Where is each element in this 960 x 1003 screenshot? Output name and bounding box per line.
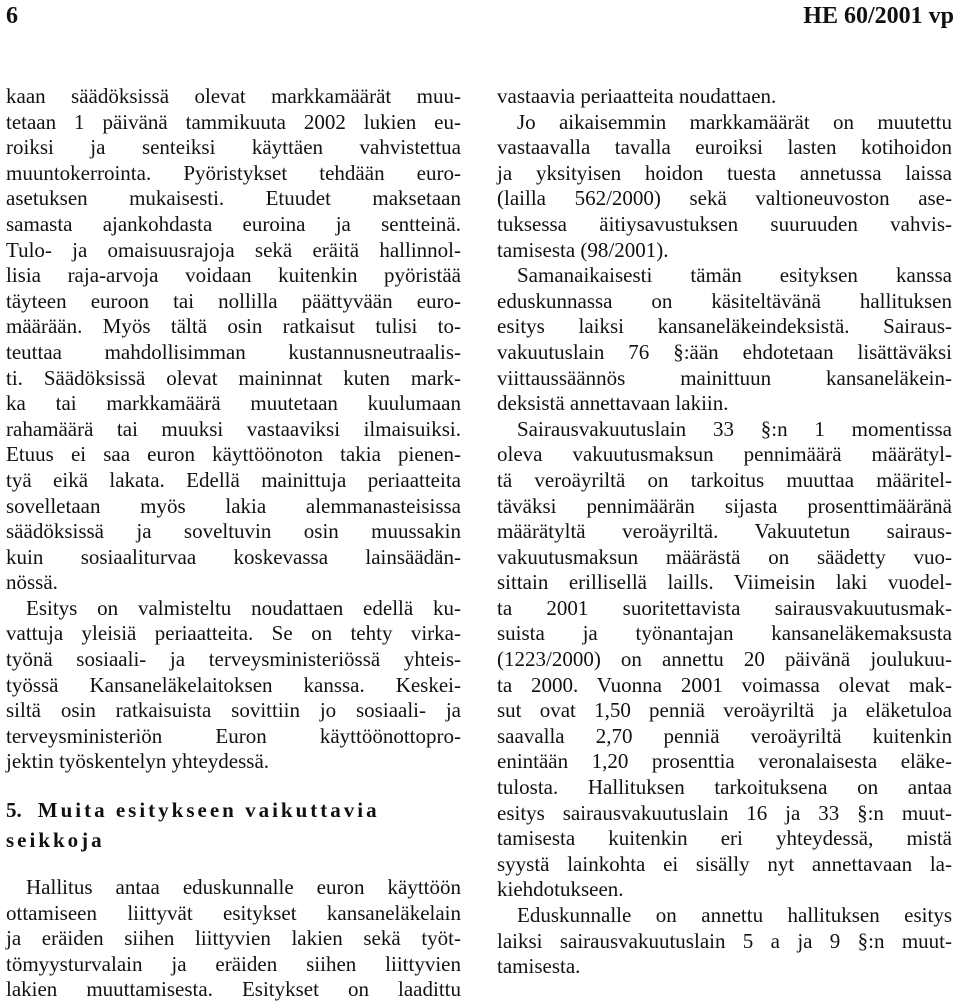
text-line: Esitys on valmisteltu noudattaen edellä ku- [26, 595, 461, 620]
section-heading [6, 795, 461, 855]
text-line: lisia raja-arvoja voidaan kuitenkin pyöristää [6, 263, 461, 288]
text-line: ti. Säädöksissä olevat maininnat kuten mark- [6, 365, 461, 390]
text-line: oleva vakuutusmaksun pennimäärä määrätyl- [497, 442, 952, 467]
text-line: sittain erillisellä laills. Viimeisin laki vuodel- [497, 570, 952, 595]
text-line: lakien muuttamisesta. Esitykset on laadittu [6, 977, 461, 1002]
text-line: täyteen euroon tai nollilla päättyvään euro- [6, 288, 461, 313]
paragraph [6, 596, 461, 775]
text-line: vastaavia periaatteita noudattaen. [497, 84, 777, 108]
section-title-continued: seikkoja [6, 828, 105, 853]
text-line: sut ovat 1,50 penniä veroäyriltä ja eläketuloa [497, 698, 952, 723]
text-line: suista ja työnantajan kansaneläkemaksusta [497, 621, 952, 646]
text-line: deksistä annettavaan lakiin. [497, 391, 729, 416]
text-line: tuksessa äitiysavustuksen suuruuden vahvis- [497, 211, 952, 236]
text-line: samasta ajankohdasta euroina ja sentteinä. [6, 211, 461, 236]
text-line: tyä eikä lakata. Edellä mainittuja periaatteita [6, 467, 461, 492]
text-line: Hallitus antaa eduskunnalle euron käyttöön [26, 875, 461, 900]
text-line: nössä. [6, 570, 58, 595]
text-line: saavalla 2,70 penniä veroäyriltä kuitenkin [497, 723, 952, 748]
section-title: Muita esitykseen vaikuttavia [37, 798, 380, 823]
page-header [0, 0, 960, 40]
text-line: (lailla 562/2000) sekä valtioneuvoston ase- [497, 186, 952, 211]
text-line: ta 2001 suoritettavista sairausvakuutusmak- [497, 595, 952, 620]
text-line: terveysministeriön Euron käyttöönottopro- [6, 723, 461, 748]
paragraph [6, 84, 461, 596]
text-line: työssä Kansaneläkelaitoksen kanssa. Keskei- [6, 672, 461, 697]
text-line: Samanaikaisesti tämän esityksen kanssa [517, 263, 952, 288]
text-line: roiksi ja senteiksi käyttäen vahvistettua [6, 135, 461, 160]
text-line: viittaussäännös mainittuun kansaneläkein- [497, 365, 952, 390]
text-line: tamisesta kuitenkin eri yhteydessä, mistä [497, 826, 952, 851]
paragraph [497, 84, 952, 110]
paragraph [497, 417, 952, 903]
text-line: eduskunnassa on käsiteltävänä hallituksen [497, 288, 952, 313]
text-line: Eduskunnalle on annettu hallituksen esitys [517, 903, 952, 927]
text-line: ta 2000. Vuonna 2001 voimassa olevat mak- [497, 672, 952, 697]
page-number: 6 [6, 3, 18, 29]
document-id: HE 60/2001 vp [803, 3, 954, 29]
text-line: tulosta. Hallituksen tarkoituksena on antaa [497, 775, 952, 800]
text-line: Etuus ei saa euron käyttöönoton takia pienen- [6, 442, 461, 467]
text-line: ja eräiden siihen liittyvien lakien sekä työt- [6, 926, 461, 951]
text-line: vattuja yleisiä periaatteita. Se on tehty virka- [6, 621, 461, 646]
section-heading-line [6, 795, 461, 825]
text-line: enintään 1,20 prosenttia veronalaisesta eläke- [497, 749, 952, 774]
text-line: Sairausvakuutuslain 33 §:n 1 momentissa [517, 416, 952, 441]
text-line: vastaavalla tavalla euroiksi lasten kotihoidon [497, 135, 952, 160]
text-line: tetaan 1 päivänä tammikuuta 2002 lukien eu- [6, 109, 461, 134]
paragraph [6, 875, 461, 1003]
text-line: esitys sairausvakuutuslain 16 ja 33 §:n muut- [497, 800, 952, 825]
text-line: Tulo- ja omaisuusrajoja sekä eräitä hallinnol- [6, 237, 461, 262]
text-line: esitys laiksi kansaneläkeindeksistä. Sairaus- [497, 314, 952, 339]
text-line: kaan säädöksissä olevat markkamäärät muu- [6, 84, 461, 108]
text-line: tamisesta. [497, 954, 581, 979]
text-line: teuttaa mahdollisimman kustannusneutraalis- [6, 339, 461, 364]
text-line: vakuutuslain 76 §:ään ehdotetaan lisättäväksi [497, 339, 952, 364]
text-line: (1223/2000) on annettu 20 päivänä joulukuu- [497, 647, 952, 672]
text-line: tä veroäyriltä on tarkoitus muuttaa määritel- [497, 467, 952, 492]
left-column [6, 84, 461, 1003]
text-line: ja yksityisen hoidon tuesta annetussa laissa [497, 160, 952, 185]
text-line: kuin sosiaaliturvaa koskevassa lainsäädän- [6, 544, 461, 569]
text-line: vakuutusmaksun määrästä on säädetty vuo- [497, 544, 952, 569]
text-line: siltä osin ratkaisuista sovittiin jo sosiaali- ja [6, 698, 461, 723]
paragraph [497, 110, 952, 264]
text-line: määrään. Myös tältä osin ratkaisut tulisi to- [6, 314, 461, 339]
text-line: määrätyltä veroäyriltä. Vakuutetun sairaus- [497, 519, 952, 544]
text-line: ka tai markkamäärä muutetaan kuulumaan [6, 391, 461, 416]
text-line: työnä sosiaali- ja terveysministeriössä yhteis- [6, 647, 461, 672]
text-line: muuntokerrointa. Pyöristykset tehdään euro- [6, 160, 461, 185]
paragraph [497, 903, 952, 980]
text-line: Jo aikaisemmin markkamäärät on muutettu [517, 109, 952, 134]
text-line: kiehdotukseen. [497, 877, 624, 902]
text-line: rahamäärä tai muuksi vastaaviksi ilmaisuiksi. [6, 416, 461, 441]
text-line: asetuksen mukaisesti. Etuudet maksetaan [6, 186, 461, 211]
text-line: ottamiseen liittyvät esitykset kansaneläkelain [6, 900, 461, 925]
text-line: täväksi pennimäärän sijasta prosenttimääränä [497, 493, 952, 518]
text-line: sovelletaan myös lakia alemmanasteisissa [6, 493, 461, 518]
text-line: syystä lainkohta ei sisälly nyt annettavaan la- [497, 851, 952, 876]
text-line: säädöksissä ja soveltuvin osin muussakin [6, 519, 461, 544]
text-line: tömyysturvalain ja eräiden siihen liittyvien [6, 951, 461, 976]
text-line: tamisesta (98/2001). [497, 237, 669, 262]
text-line: jektin työskentelyn yhteydessä. [6, 749, 270, 774]
paragraph [497, 263, 952, 417]
section-number: 5. [6, 798, 22, 823]
right-column [497, 84, 952, 980]
text-line: laiksi sairausvakuutuslain 5 a ja 9 §:n muut- [497, 928, 952, 953]
